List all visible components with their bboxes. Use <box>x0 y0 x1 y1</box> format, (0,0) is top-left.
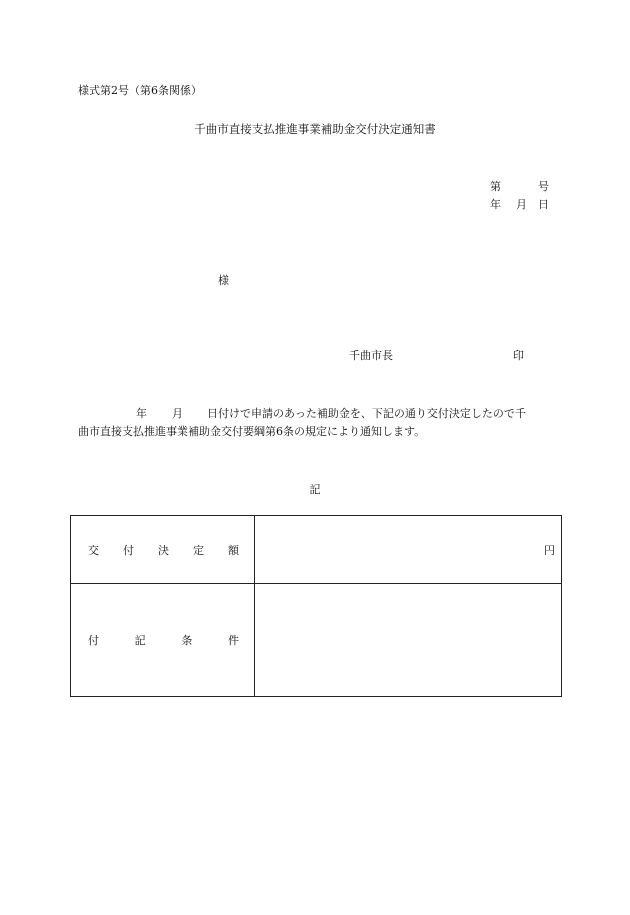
table-row-conditions <box>71 584 562 697</box>
label-char: 件 <box>227 634 239 647</box>
body-year: 年 <box>136 407 147 420</box>
conditions-label <box>71 584 255 697</box>
yen-unit: 円 <box>544 543 555 557</box>
label-char: 条 <box>181 634 193 647</box>
number-prefix: 第 <box>490 180 501 193</box>
decision-table <box>70 515 562 697</box>
seal-mark: 印 <box>513 349 524 362</box>
body-month: 月 <box>172 407 183 420</box>
addressee-suffix: 様 <box>218 274 229 287</box>
grant-amount-label <box>71 516 255 584</box>
label-char: 付 <box>88 634 99 647</box>
grant-amount-value <box>255 516 562 584</box>
issuer-name: 千曲市長 <box>349 349 393 362</box>
table-row-grant-amount <box>71 516 562 584</box>
label-char: 記 <box>134 634 146 647</box>
ki-heading: 記 <box>309 483 321 496</box>
date-year: 年 <box>490 198 501 211</box>
body-text-line-2: 曲市直接支払推進事業補助金交付要綱第6条の規定により通知します。 <box>78 425 426 438</box>
date-day: 日 <box>538 198 549 211</box>
document-title: 千曲市直接支払推進事業補助金交付決定通知書 <box>194 122 436 136</box>
body-rest: 日付けで申請のあった補助金を、下記の通り交付決定したので千 <box>207 407 526 420</box>
number-suffix: 号 <box>538 180 549 193</box>
label-char: 交 <box>88 543 99 557</box>
label-char: 付 <box>123 543 134 557</box>
label-char: 額 <box>228 543 239 557</box>
conditions-value <box>255 584 562 697</box>
label-char: 定 <box>193 543 204 557</box>
date-month: 月 <box>516 198 527 211</box>
form-number-label: 様式第2号（第6条関係） <box>78 84 202 97</box>
label-char: 決 <box>158 543 169 557</box>
